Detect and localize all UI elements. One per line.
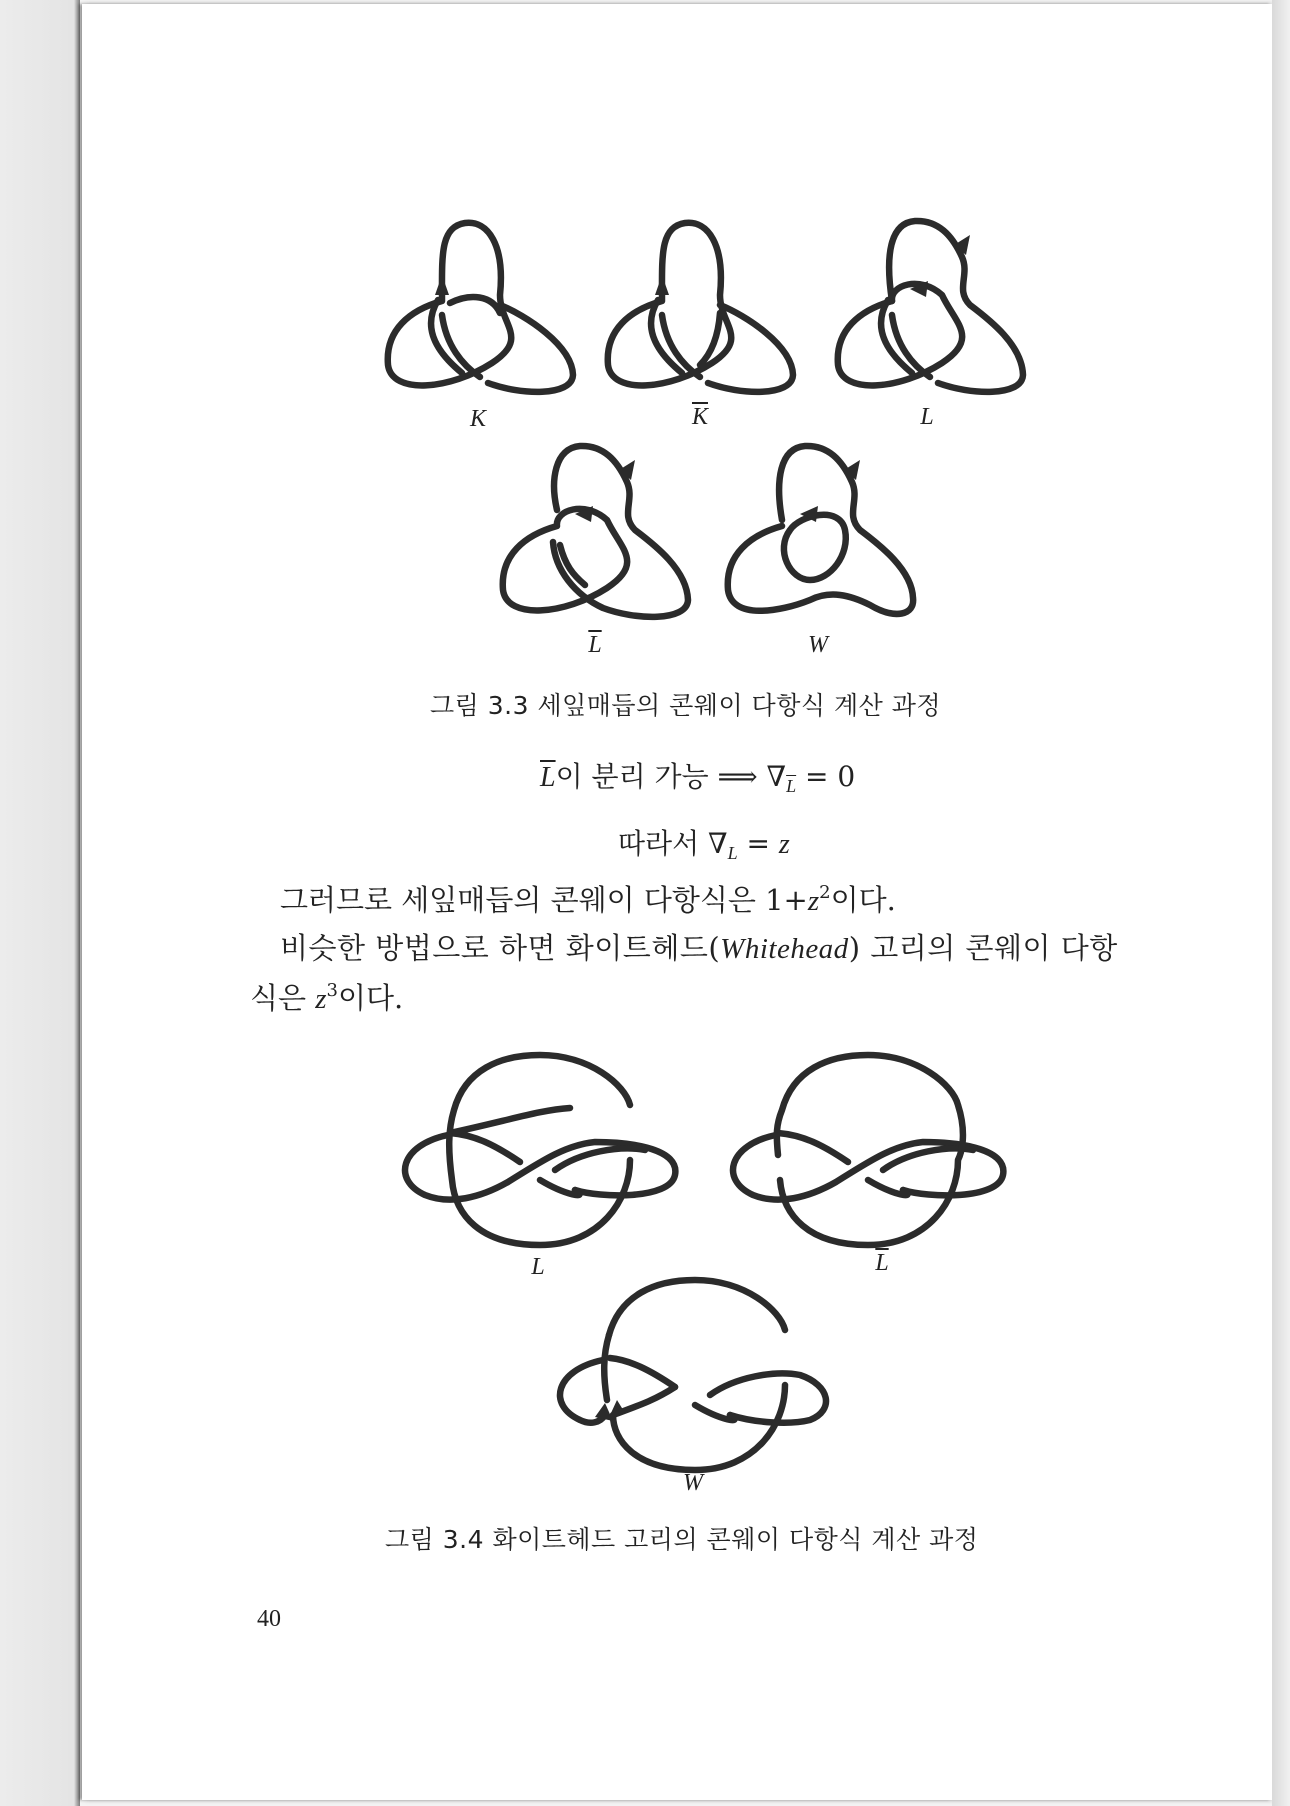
knot-label-k: K (469, 406, 486, 432)
whitehead-diagram-l-bar (718, 1050, 1008, 1250)
paragraph-line-2: 비슷한 방법으로 하면 화이트헤드(Whitehead) 고리의 콘웨이 다항 (280, 931, 1118, 965)
equation-separable: $\overline{L}$이 분리 가능 ⟹ $\nabla_{\overline{L}} = 0$ (540, 760, 856, 796)
knot-diagram-k-bar (600, 215, 800, 415)
paragraph-line-1: 그러므로 세잎매듭의 콘웨이 다항식은 $1+z^2$이다. (280, 882, 896, 917)
knot-diagram-l (830, 215, 1030, 415)
book-gutter-shadow (0, 0, 80, 1806)
knot-label-w: W (808, 632, 828, 658)
figure-caption-3-3: 그림 3.3 세잎매듭의 콘웨이 다항식 계산 과정 (430, 691, 941, 720)
knot-diagram-l-bar (495, 440, 695, 640)
page-number: 40 (257, 1606, 281, 1632)
knot-diagram-w (720, 440, 920, 640)
figure-caption-3-4: 그림 3.4 화이트헤드 고리의 콘웨이 다항식 계산 과정 (385, 1525, 979, 1554)
page-edge (1272, 0, 1290, 1806)
paragraph-line-3: 식은 $z^3$이다. (250, 980, 404, 1015)
whitehead-label-w: W (683, 1470, 703, 1496)
whitehead-label-l-bar: $\overline{L}$ (875, 1250, 889, 1276)
knot-diagram-k (380, 215, 580, 415)
whitehead-label-l: L (531, 1254, 545, 1280)
whitehead-diagram-w (545, 1275, 835, 1475)
equation-conclusion: 따라서 $\nabla_L = z$ (618, 827, 790, 863)
whitehead-diagram-l (390, 1050, 680, 1250)
knot-label-k-bar: $\overline{K}$ (691, 404, 708, 430)
knot-label-l: L (920, 404, 934, 430)
knot-label-l-bar: $\overline{L}$ (588, 632, 602, 658)
